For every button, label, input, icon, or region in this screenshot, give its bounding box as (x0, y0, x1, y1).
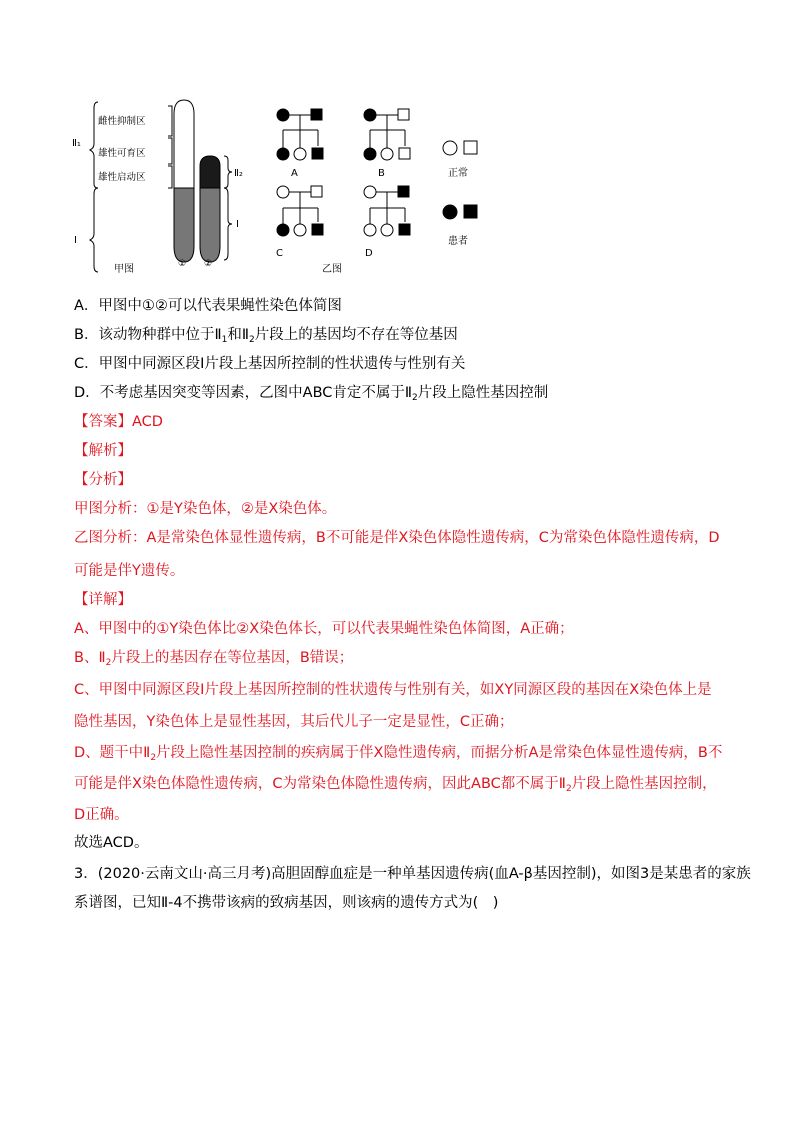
conclusion: 故选ACD。 (74, 835, 149, 851)
pedigree-d-label: D (365, 248, 373, 259)
label-ii2: Ⅱ₂ (234, 168, 243, 179)
chromosome-1 (174, 100, 194, 262)
detail-d-2: 可能是伴X染色体隐性遗传病，C为常染色体隐性遗传病，因此ABC都不属于$Ⅱ_2$片段上隐性基因控制， (74, 776, 717, 794)
detail-b: B、$Ⅱ_2$片段上的基因存在等位基因，B错误； (74, 650, 354, 668)
analysis-heading: 【解析】 (74, 443, 132, 459)
pedigree-c (277, 186, 323, 236)
caption-jia: 甲图 (114, 264, 134, 275)
chromosome-1-label: ① (178, 259, 187, 269)
figure-chromosome-pedigree (72, 96, 506, 281)
legend-normal: 正常 (448, 168, 468, 179)
fenxi-line-2a: 乙图分析：A是常染色体显性遗传病，B不可能是伴X染色体隐性遗传病，C为常染色体隐性遗传病，D (74, 530, 720, 546)
caption-yi: 乙图 (322, 264, 342, 275)
option-a: A．甲图中①②可以代表果蝇性染色体简图 (74, 298, 342, 314)
question-3-line-2: 系谱图，已知Ⅱ-4不携带该病的致病基因，则该病的遗传方式为( ) (74, 895, 499, 911)
pedigree-a-label: A (291, 168, 298, 179)
fenxi-line-1: 甲图分析：①是Y染色体，②是X染色体。 (74, 501, 337, 517)
detail-c-1: C、甲图中同源区段Ⅰ片段上基因所控制的性状遗传与性别有关，如XY同源区段的基因在X染色体上是 (74, 682, 712, 698)
detail-a: A、甲图中的①Y染色体比②X染色体长，可以代表果蝇性染色体简图，A正确； (74, 621, 574, 637)
region-label-1: 雌性抑制区 (98, 116, 146, 127)
detail-d-3: D正确。 (74, 807, 129, 823)
region-label-3: 雄性启动区 (98, 172, 146, 183)
chromosome-2-label: ② (204, 259, 213, 269)
legend (443, 141, 477, 219)
right-brackets (224, 156, 232, 260)
detail-d-1: D、题干中$Ⅱ_2$片段上隐性基因控制的疾病属于伴X隐性遗传病，而据分析A是常染色体显性遗传病，B不 (74, 745, 723, 763)
pedigree-a (277, 109, 323, 160)
pedigree-c-label: C (276, 248, 283, 259)
region-label-2: 雄性可育区 (98, 148, 146, 159)
option-d: D．不考虑基因突变等因素，乙图中ABC肯定不属于$Ⅱ_2$片段上隐性基因控制 (74, 385, 549, 403)
region-brackets (168, 106, 172, 188)
bracket-ii1 (90, 102, 98, 272)
question-3-line-1: 3．(2020·云南文山·高三月考)高胆固醇血症是一种单基因遗传病(血A-β基因控制)，如图3是某患者的家族 (74, 866, 751, 882)
pedigree-b (364, 109, 410, 160)
detail-c-2: 隐性基因，Y染色体上是显性基因，其后代儿子一定是显性，C正确； (74, 714, 514, 730)
legend-patient: 患者 (448, 236, 468, 247)
label-i-left: Ⅰ (74, 235, 77, 246)
fenxi-line-2b: 可能是伴Y遗传。 (74, 563, 185, 579)
label-i-right: Ⅰ (236, 219, 239, 230)
label-ii1: Ⅱ₁ (72, 138, 81, 149)
detail-heading: 【详解】 (74, 592, 132, 608)
option-c: C．甲图中同源区段Ⅰ片段上基因所控制的性状遗传与性别有关 (74, 356, 466, 372)
pedigree-d (364, 186, 410, 236)
fenxi-heading: 【分析】 (74, 472, 132, 488)
answer-label: 【答案】ACD (74, 414, 163, 430)
option-b: B．该动物种群中位于$Ⅱ_1$和$Ⅱ_2$片段上的基因均不存在等位基因 (74, 327, 458, 345)
chromosome-2 (200, 156, 220, 262)
pedigree-b-label: B (378, 168, 385, 179)
